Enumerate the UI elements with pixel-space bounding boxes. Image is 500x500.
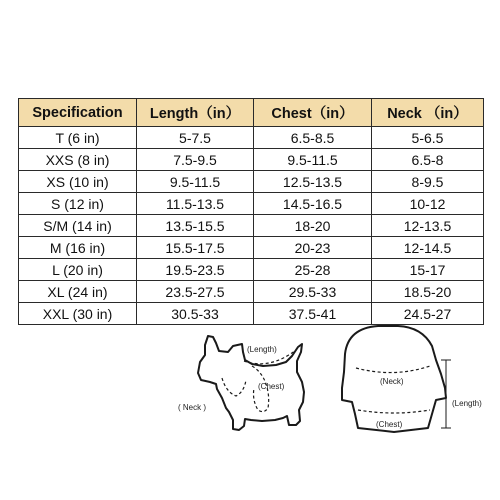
neck-cell: 12-13.5 (372, 215, 484, 237)
size-cell: M (16 in) (19, 237, 137, 259)
chest-cell: 6.5-8.5 (254, 127, 372, 149)
garment-outline-icon (342, 326, 446, 432)
size-cell: S/M (14 in) (19, 215, 137, 237)
dog-neck-line (222, 378, 246, 396)
chest-cell: 20-23 (254, 237, 372, 259)
table-row (19, 193, 484, 215)
size-cell: L (20 in) (19, 259, 137, 281)
length-cell: 7.5-9.5 (137, 149, 254, 171)
header-chest: Chest（in） (254, 99, 372, 127)
neck-cell: 12-14.5 (372, 237, 484, 259)
table-row (19, 149, 484, 171)
table-row (19, 303, 484, 325)
size-cell: XXS (8 in) (19, 149, 137, 171)
dog-length-line (244, 350, 296, 364)
header-specification: Specification (19, 99, 137, 127)
dog-neck-label: ( Neck ) (178, 403, 206, 412)
dog-outline-icon (198, 336, 304, 430)
length-cell: 30.5-33 (137, 303, 254, 325)
garment-chest-line (358, 410, 430, 413)
header-neck: Neck （in） (372, 99, 484, 127)
garment-neck-label: (Neck) (380, 377, 404, 386)
chest-cell: 12.5-13.5 (254, 171, 372, 193)
length-cell: 15.5-17.5 (137, 237, 254, 259)
size-cell: XS (10 in) (19, 171, 137, 193)
table-row (19, 281, 484, 303)
size-cell: T (6 in) (19, 127, 137, 149)
table-row (19, 171, 484, 193)
neck-cell: 8-9.5 (372, 171, 484, 193)
dog-chest-label: (Chest) (258, 382, 285, 391)
size-cell: XXL (30 in) (19, 303, 137, 325)
garment-length-label: (Length) (452, 399, 482, 408)
neck-cell: 15-17 (372, 259, 484, 281)
chest-cell: 29.5-33 (254, 281, 372, 303)
dog-chest-line (252, 366, 269, 412)
neck-cell: 24.5-27 (372, 303, 484, 325)
length-cell: 19.5-23.5 (137, 259, 254, 281)
neck-cell: 18.5-20 (372, 281, 484, 303)
garment-neck-line (356, 366, 430, 373)
chest-cell: 9.5-11.5 (254, 149, 372, 171)
neck-cell: 5-6.5 (372, 127, 484, 149)
chest-cell: 37.5-41 (254, 303, 372, 325)
size-cell: S (12 in) (19, 193, 137, 215)
table-row (19, 215, 484, 237)
header-row (19, 99, 484, 127)
chest-cell: 18-20 (254, 215, 372, 237)
table-row (19, 237, 484, 259)
header-length: Length（in） (137, 99, 254, 127)
chest-cell: 25-28 (254, 259, 372, 281)
neck-cell: 6.5-8 (372, 149, 484, 171)
size-cell: XL (24 in) (19, 281, 137, 303)
garment-chest-label: (Chest) (376, 420, 403, 429)
neck-cell: 10-12 (372, 193, 484, 215)
dog-length-label: (Length) (247, 345, 277, 354)
length-cell: 23.5-27.5 (137, 281, 254, 303)
length-cell: 11.5-13.5 (137, 193, 254, 215)
chest-cell: 14.5-16.5 (254, 193, 372, 215)
length-cell: 5-7.5 (137, 127, 254, 149)
length-cell: 9.5-11.5 (137, 171, 254, 193)
table-row (19, 127, 484, 149)
length-cell: 13.5-15.5 (137, 215, 254, 237)
size-chart-table (18, 98, 484, 325)
table-row (19, 259, 484, 281)
